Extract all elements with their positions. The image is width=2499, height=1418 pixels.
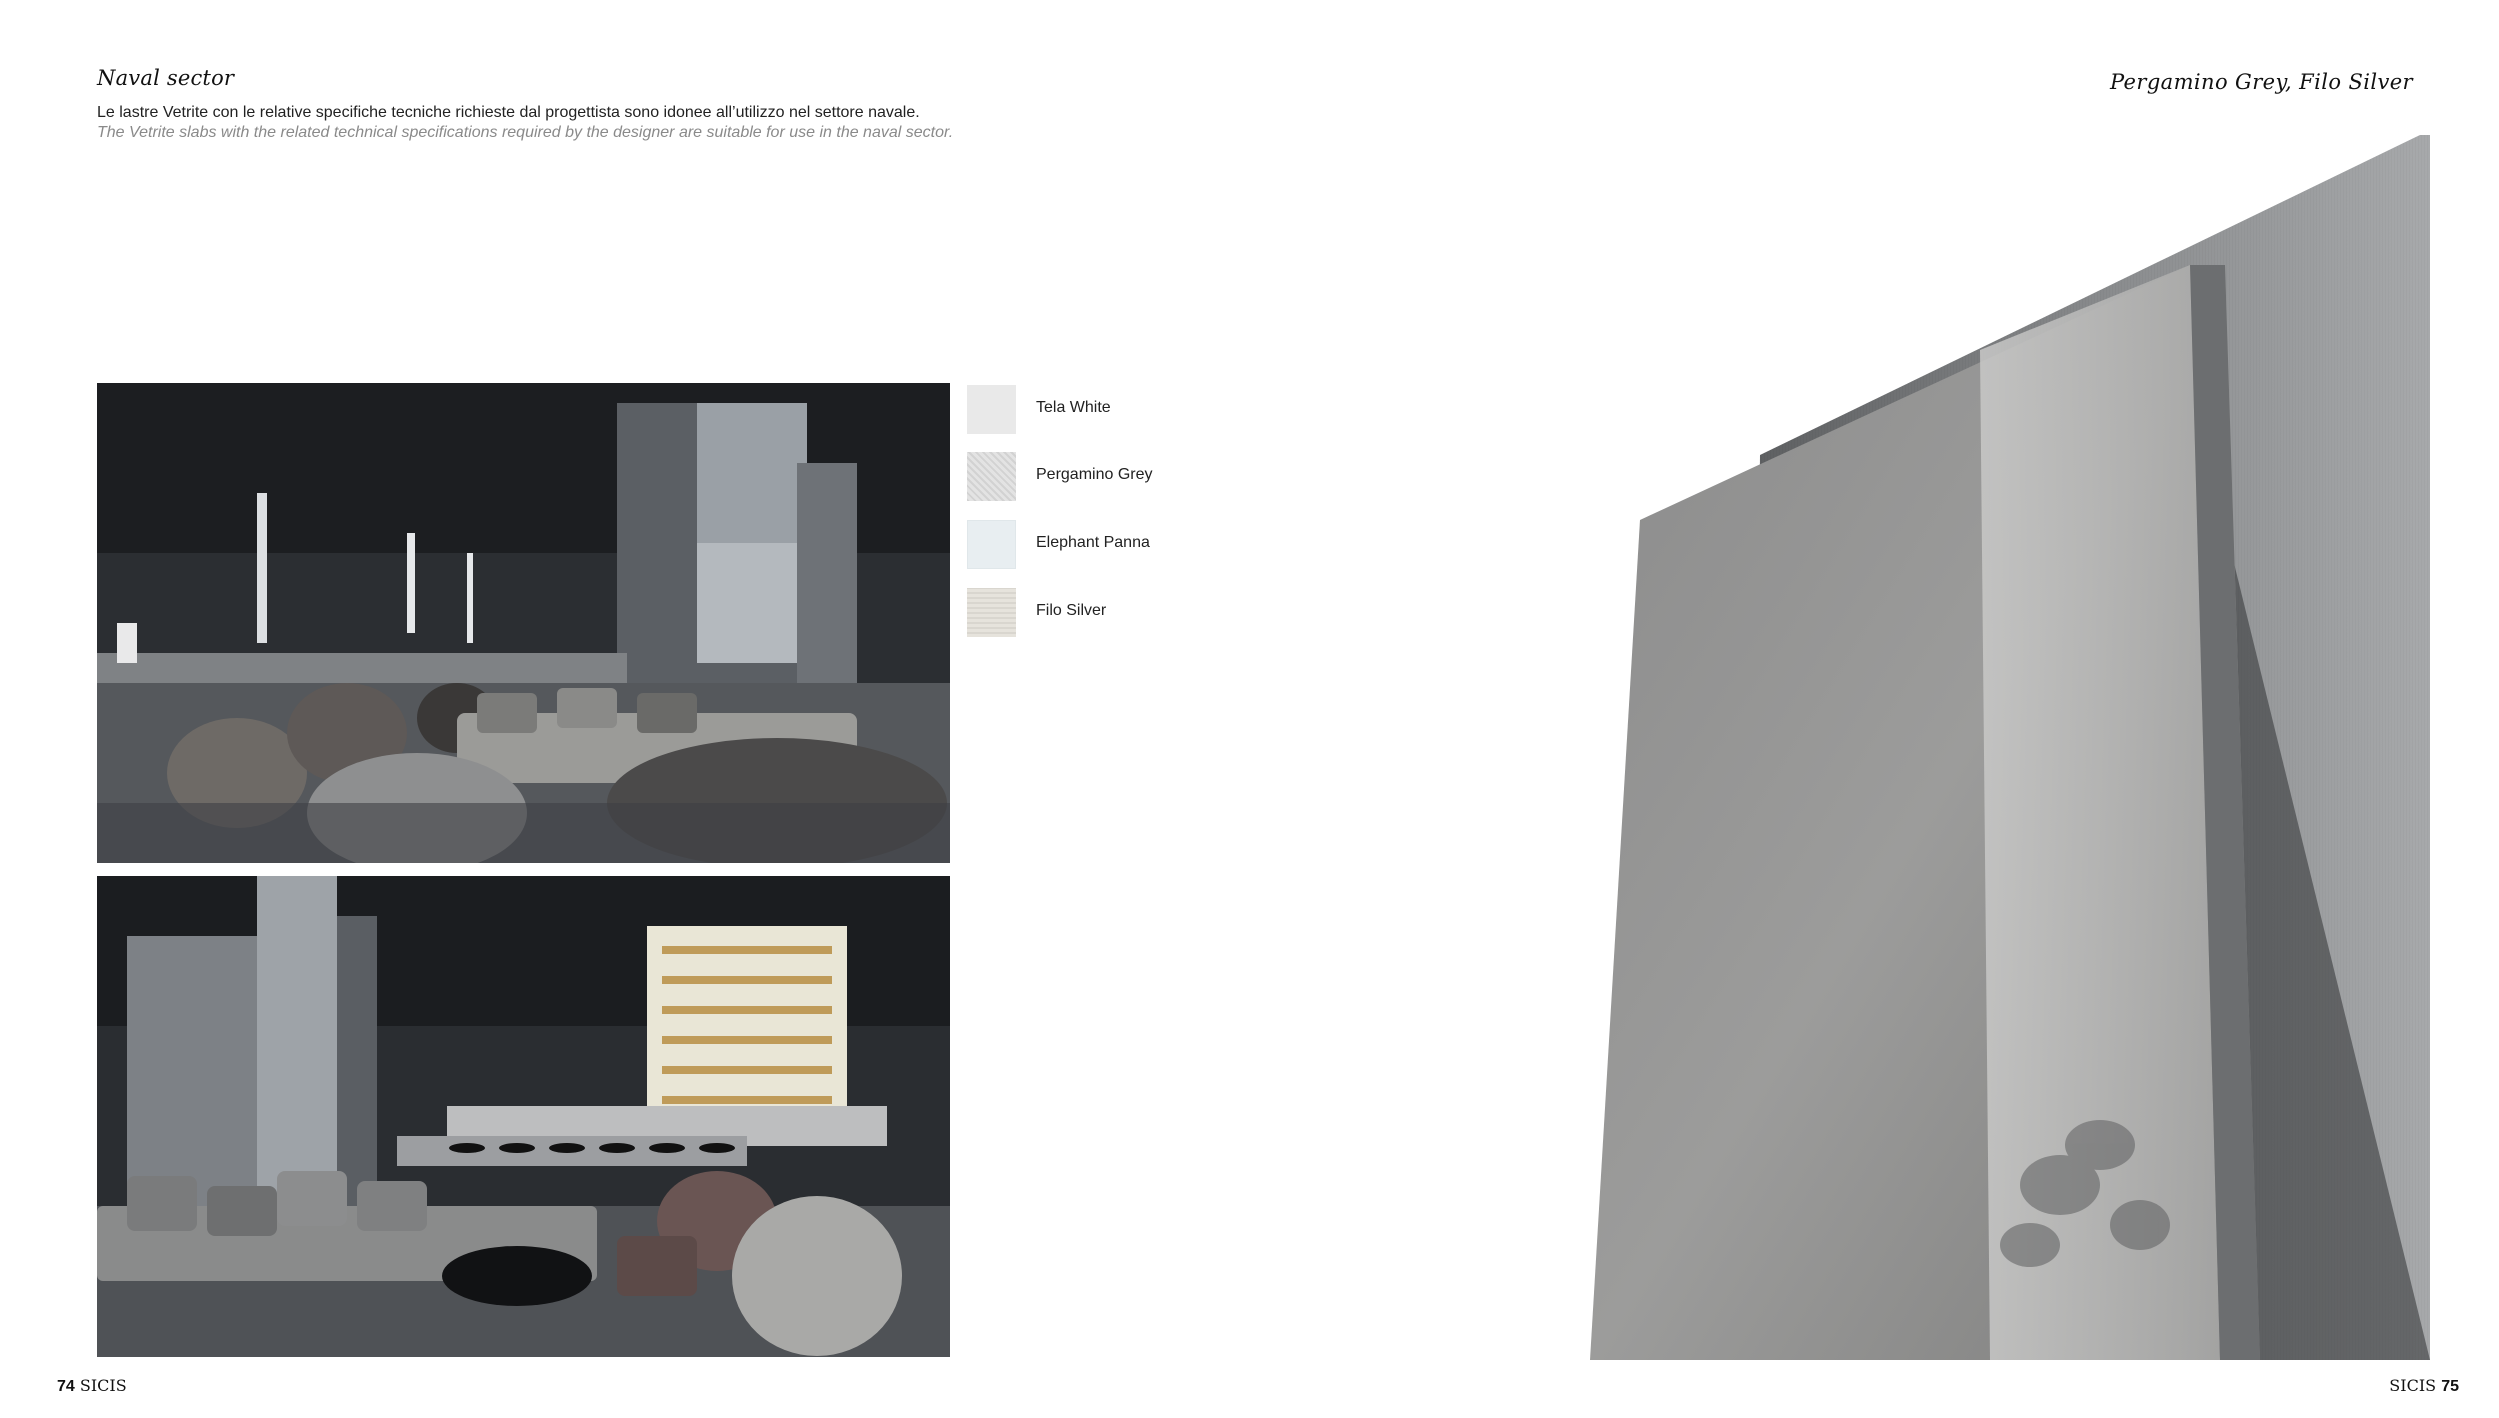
page-number-left: 74: [57, 1378, 75, 1395]
footer-left: [57, 1376, 127, 1396]
swatch-label-pergamino-grey: Pergamino Grey: [1036, 466, 1153, 483]
description-italian: Le lastre Vetrite con le relative specifiche tecniche richieste dal progettista sono idonee all’utilizzo nel settore navale.: [97, 104, 920, 121]
lounge-photo: [97, 383, 950, 863]
product-title: Pergamino Grey, Filo Silver: [2109, 70, 2413, 94]
swatch-filo-silver: [967, 588, 1016, 637]
description-english: The Vetrite slabs with the related technical specifications required by the designer are suitable for use in the naval sector.: [97, 124, 954, 141]
swatch-elephant-panna: [967, 520, 1016, 569]
swatch-label-filo-silver: Filo Silver: [1036, 602, 1107, 619]
brand-right: SICIS: [2389, 1376, 2437, 1395]
footer-right: [2389, 1376, 2459, 1396]
page-number-right: 75: [2441, 1378, 2459, 1395]
swatch-pergamino-grey: [967, 452, 1016, 501]
swatch-label-tela-white: Tela White: [1036, 399, 1111, 416]
section-title: Naval sector: [97, 66, 235, 90]
bar-photo: [97, 876, 950, 1357]
slab-render: [1560, 125, 2440, 1360]
swatch-tela-white: [967, 385, 1016, 434]
brand-left: SICIS: [79, 1376, 127, 1395]
swatch-label-elephant-panna: Elephant Panna: [1036, 534, 1150, 551]
